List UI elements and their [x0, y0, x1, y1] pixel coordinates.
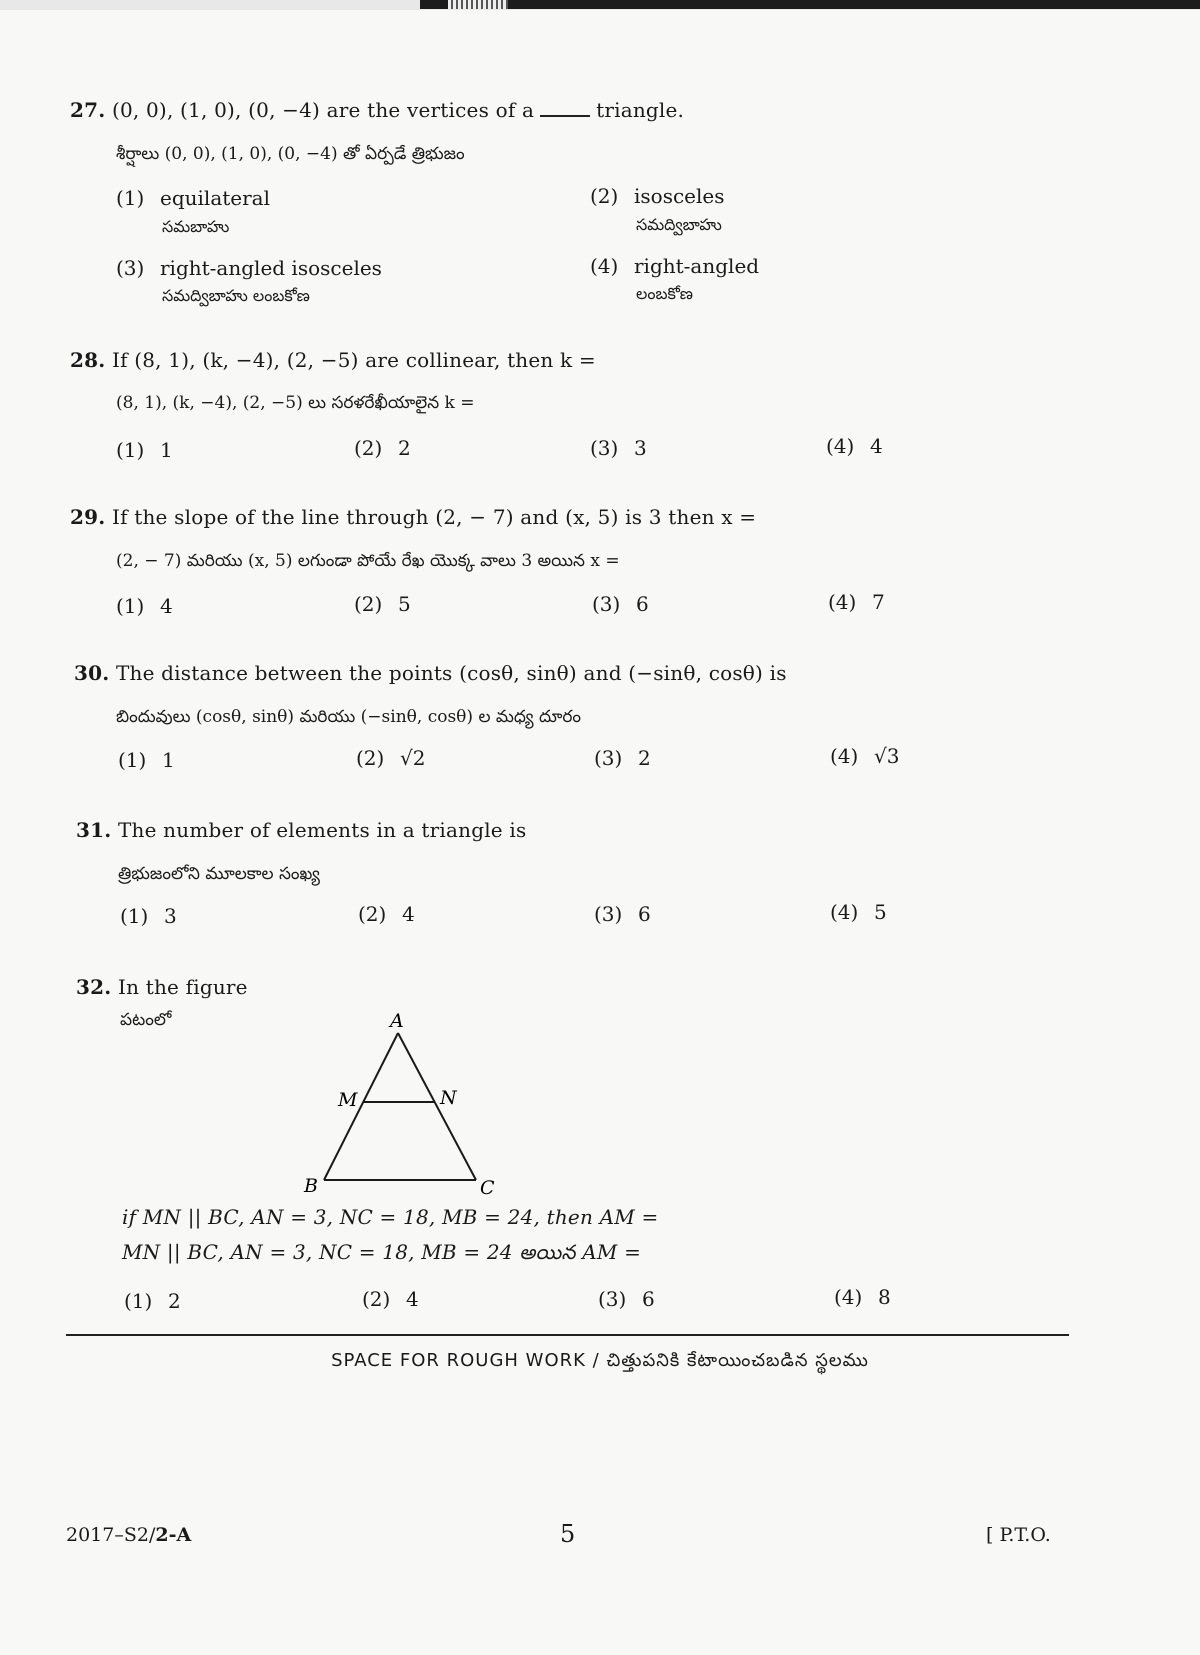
- scan-top-edge: [0, 0, 1200, 10]
- question-32-text: 32. In the figure: [76, 975, 248, 999]
- option-31-2[interactable]: (2) 4: [358, 902, 415, 926]
- option-30-2[interactable]: (2) √2: [356, 746, 426, 770]
- option-28-4[interactable]: (4) 4: [826, 434, 883, 458]
- option-31-4[interactable]: (4) 5: [830, 900, 887, 924]
- option-27-1[interactable]: (1) equilateral: [116, 186, 270, 210]
- option-31-1[interactable]: (1) 3: [120, 904, 177, 928]
- option-32-1[interactable]: (1) 2: [124, 1289, 181, 1313]
- question-27-telugu: శీర్షాలు (0, 0), (1, 0), (0, −4) తో ఏర్పడే త్రిభుజం: [116, 144, 465, 164]
- option-27-4[interactable]: (4) right-angled: [590, 254, 760, 278]
- option-32-2[interactable]: (2) 4: [362, 1287, 419, 1311]
- label-n: N: [440, 1087, 457, 1109]
- option-29-1[interactable]: (1) 4: [116, 594, 173, 618]
- option-32-4[interactable]: (4) 8: [834, 1285, 891, 1309]
- question-30-text: 30. The distance between the points (cosθ, sinθ) and (−sinθ, cosθ) is: [74, 661, 787, 685]
- question-31-telugu: త్రిభుజంలోని మూలకాల సంఖ్య: [118, 864, 320, 884]
- question-31-text: 31. The number of elements in a triangle is: [76, 818, 527, 842]
- option-29-2[interactable]: (2) 5: [354, 592, 411, 616]
- question-29-text: 29. If the slope of the line through (2, − 7) and (x, 5) is 3 then x =: [70, 505, 757, 529]
- option-28-2[interactable]: (2) 2: [354, 436, 411, 460]
- option-27-2[interactable]: (2) isosceles: [590, 184, 725, 208]
- option-27-2-telugu: సమద్విబాహు: [636, 215, 722, 234]
- option-27-1-telugu: సమబాహు: [162, 217, 230, 236]
- page-number: 5: [560, 1520, 576, 1548]
- divider-rule: [66, 1334, 1069, 1336]
- option-30-3[interactable]: (3) 2: [594, 746, 651, 770]
- side-ab: [324, 1033, 398, 1180]
- question-32-telugu: పటంలో: [120, 1010, 172, 1030]
- rough-work-label: SPACE FOR ROUGH WORK / చిత్తుపనికి కేటాయించబడిన స్థలము: [331, 1350, 869, 1371]
- label-c: C: [480, 1177, 495, 1199]
- option-27-4-telugu: లంబకోణ: [636, 284, 694, 303]
- option-32-3[interactable]: (3) 6: [598, 1287, 655, 1311]
- side-ac: [398, 1033, 476, 1180]
- question-32-condition-telugu: MN || BC, AN = 3, NC = 18, MB = 24 అయిన AM =: [122, 1240, 642, 1264]
- option-29-4[interactable]: (4) 7: [828, 590, 885, 614]
- question-28-telugu: (8, 1), (k, −4), (2, −5) లు సరళరేఖీయాలైన k =: [116, 393, 475, 413]
- option-27-3-telugu: సమద్విబాహు లంబకోణ: [162, 286, 310, 305]
- answer-blank: [540, 115, 590, 117]
- option-30-4[interactable]: (4) √3: [830, 744, 900, 768]
- option-30-1[interactable]: (1) 1: [118, 748, 175, 772]
- question-27-text: 27. (0, 0), (1, 0), (0, −4) are the vertices of a triangle.: [70, 98, 685, 122]
- question-32-condition: if MN || BC, AN = 3, NC = 18, MB = 24, then AM =: [122, 1205, 659, 1229]
- pto-label: [ P.T.O.: [986, 1524, 1051, 1546]
- label-m: M: [338, 1089, 358, 1111]
- question-28-text: 28. If (8, 1), (k, −4), (2, −5) are collinear, then k =: [70, 348, 596, 372]
- option-28-1[interactable]: (1) 1: [116, 438, 173, 462]
- option-29-3[interactable]: (3) 6: [592, 592, 649, 616]
- question-30-telugu: బిందువులు (cosθ, sinθ) మరియు (−sinθ, cosθ) ల మధ్య దూరం: [116, 707, 582, 727]
- label-a: A: [390, 1010, 404, 1032]
- option-31-3[interactable]: (3) 6: [594, 902, 651, 926]
- option-28-3[interactable]: (3) 3: [590, 436, 647, 460]
- label-b: B: [304, 1175, 318, 1197]
- question-29-telugu: (2, − 7) మరియు (x, 5) లగుండా పోయే రేఖ యొక్క వాలు 3 అయిన x =: [116, 551, 620, 571]
- triangle-figure: [290, 1000, 510, 1200]
- option-27-3[interactable]: (3) right-angled isosceles: [116, 256, 382, 280]
- paper-code: 2017–S2/2-A: [66, 1524, 192, 1546]
